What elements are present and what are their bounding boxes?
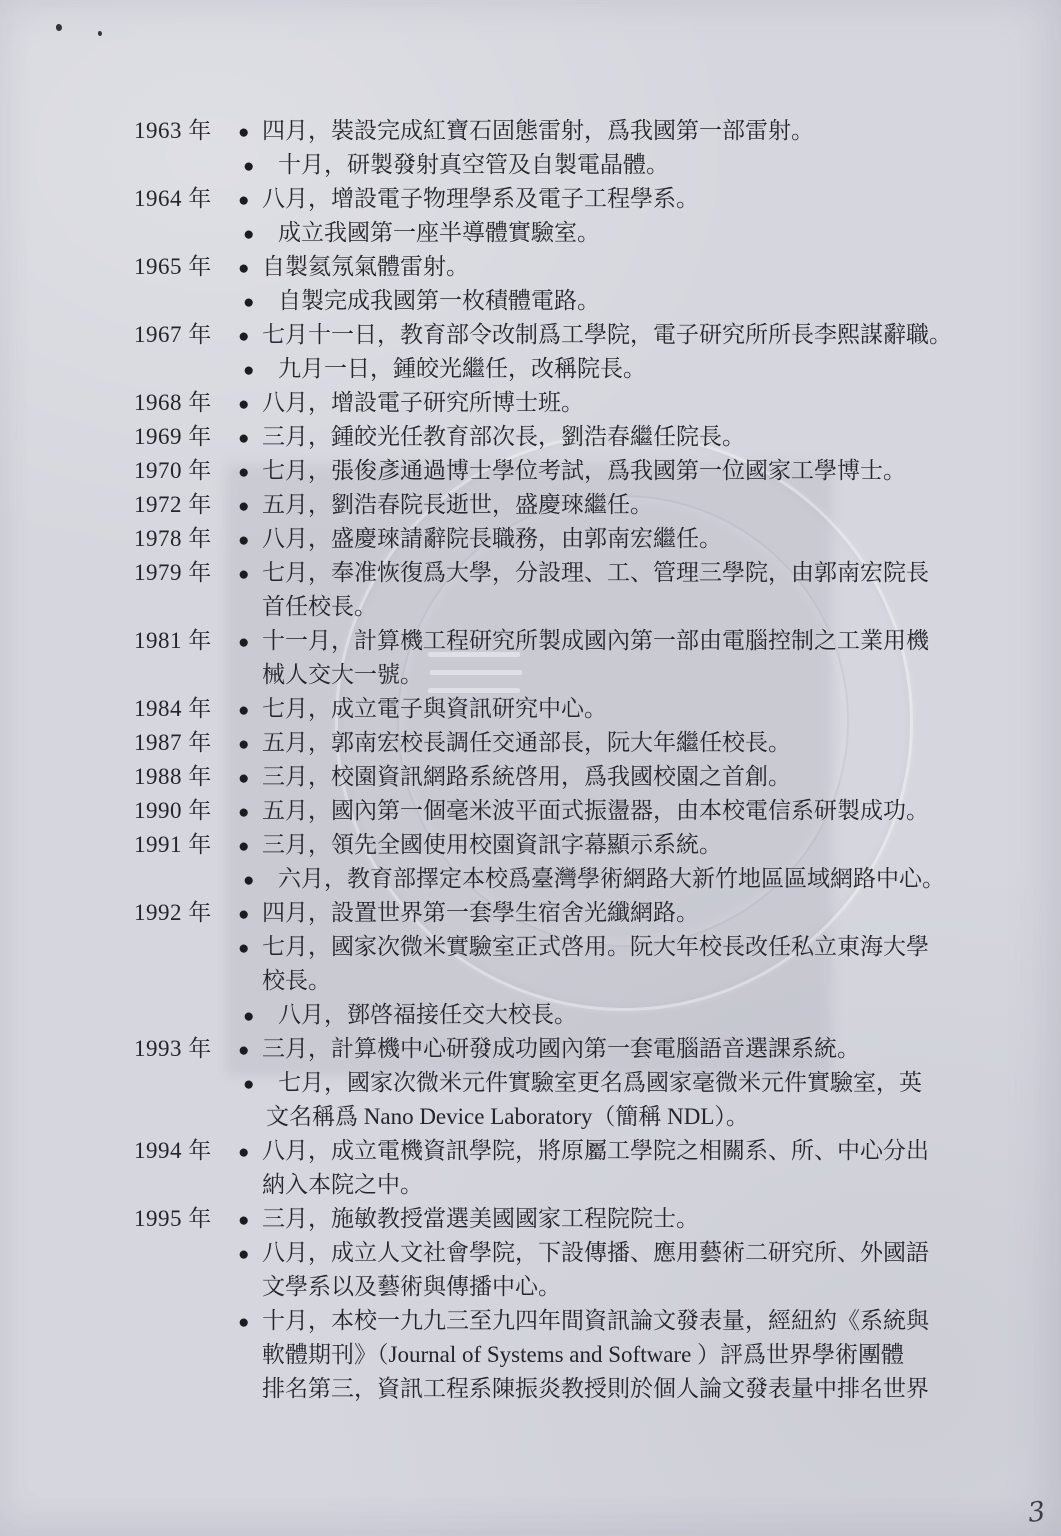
- year-label: 1963 年: [134, 118, 212, 143]
- event-line: [238, 318, 1038, 352]
- timeline-entry: [0, 182, 1061, 250]
- event-text: 文名稱爲 Nano Device Laboratory（簡稱 NDL）。: [266, 1104, 749, 1129]
- event-text: 四月，設置世界第一套學生宿舍光纖網路。: [262, 900, 699, 925]
- bullet-icon: ●: [243, 292, 255, 313]
- timeline-entry: [0, 250, 1061, 318]
- bullet-icon: ●: [238, 938, 250, 959]
- event-text: 十月，本校一九九三至九四年間資訊論文發表量，經紐約《系統與: [262, 1308, 929, 1333]
- bullet-icon: ●: [243, 1006, 255, 1027]
- bullet-icon: ●: [238, 768, 250, 789]
- event-list: [238, 726, 1038, 760]
- year-label: 1990 年: [134, 798, 212, 823]
- event-text: 七月十一日，教育部令改制爲工學院，電子研究所所長李熙謀辭職。: [262, 322, 952, 347]
- year-label: 1967 年: [134, 322, 212, 347]
- timeline-entry: [0, 488, 1061, 522]
- event-list: [238, 1202, 1038, 1406]
- timeline-entry: [0, 692, 1061, 726]
- event-text: 文學系以及藝術與傳播中心。: [262, 1274, 561, 1299]
- event-line: [238, 454, 1038, 488]
- event-text: 七月，張俊彥通過博士學位考試，爲我國第一位國家工學博士。: [262, 458, 906, 483]
- year-label: 1992 年: [134, 900, 212, 925]
- timeline-entry: [0, 1032, 1061, 1134]
- bullet-icon: ●: [238, 1142, 250, 1163]
- event-line: [238, 624, 1038, 658]
- timeline-entry: [0, 1202, 1061, 1406]
- bullet-icon: ●: [238, 802, 250, 823]
- timeline-entry: [0, 726, 1061, 760]
- event-text: 五月，郭南宏校長調任交通部長，阮大年繼任校長。: [262, 730, 791, 755]
- event-list: [238, 556, 1038, 624]
- bullet-icon: ●: [238, 428, 250, 449]
- event-text: 七月，成立電子與資訊研究中心。: [262, 696, 607, 721]
- bullet-icon: ●: [238, 1210, 250, 1231]
- timeline-entry: [0, 114, 1061, 182]
- event-text: 六月，教育部擇定本校爲臺灣學術網路大新竹地區區域網路中心。: [278, 866, 945, 891]
- event-list: [238, 250, 1038, 318]
- bullet-icon: ●: [238, 904, 250, 925]
- bullet-icon: ●: [238, 326, 250, 347]
- event-line: [238, 1032, 1038, 1066]
- bullet-icon: ●: [238, 734, 250, 755]
- event-text: 三月，領先全國使用校園資訊字幕顯示系統。: [262, 832, 722, 857]
- event-text: 八月，增設電子物理學系及電子工程學系。: [262, 186, 699, 211]
- event-line: [238, 114, 1038, 148]
- bullet-icon: ●: [243, 360, 255, 381]
- bullet-icon: ●: [238, 122, 250, 143]
- year-label: 1970 年: [134, 458, 212, 483]
- event-text: 排名第三，資訊工程系陳振炎教授則於個人論文發表量中排名世界: [262, 1376, 929, 1401]
- bullet-icon: ●: [238, 1040, 250, 1061]
- event-line: [238, 250, 1038, 284]
- timeline-entry: [0, 454, 1061, 488]
- year-label: 1964 年: [134, 186, 212, 211]
- bullet-icon: ●: [238, 700, 250, 721]
- event-text: 三月，校園資訊網路系統啓用，爲我國校園之首創。: [262, 764, 791, 789]
- year-label: 1984 年: [134, 696, 212, 721]
- event-text: 八月，盛慶琜請辭院長職務，由郭南宏繼任。: [262, 526, 722, 551]
- event-line: [238, 1236, 1038, 1270]
- year-label: 1994 年: [134, 1138, 212, 1163]
- event-text: 三月，計算機中心研發成功國內第一套電腦語音選課系統。: [262, 1036, 860, 1061]
- event-line: [238, 284, 1038, 318]
- year-label: 1995 年: [134, 1206, 212, 1231]
- bullet-icon: ●: [238, 564, 250, 585]
- year-label: 1993 年: [134, 1036, 212, 1061]
- event-text: 納入本院之中。: [262, 1172, 423, 1197]
- event-list: [238, 114, 1038, 182]
- bullet-icon: ●: [238, 836, 250, 857]
- event-text: 八月，成立人文社會學院，下設傳播、應用藝術二研究所、外國語: [262, 1240, 929, 1265]
- year-label: 1969 年: [134, 424, 212, 449]
- bullet-icon: ●: [243, 156, 255, 177]
- event-line: [238, 1202, 1038, 1236]
- event-line: [238, 216, 1038, 250]
- event-line: [238, 182, 1038, 216]
- timeline-entry: [0, 624, 1061, 692]
- event-line: [238, 352, 1038, 386]
- event-line: [238, 1372, 1038, 1406]
- event-text: 械人交大一號。: [262, 662, 423, 687]
- year-label: 1987 年: [134, 730, 212, 755]
- page-number: 3: [1026, 1496, 1048, 1529]
- event-text: 八月，鄧啓福接任交大校長。: [278, 1002, 577, 1027]
- timeline-entry: [0, 556, 1061, 624]
- timeline-entry: [0, 1134, 1061, 1202]
- event-text: 三月，施敏教授當選美國國家工程院院士。: [262, 1206, 699, 1231]
- timeline-entry: [0, 760, 1061, 794]
- event-text: 自製完成我國第一枚積體電路。: [278, 288, 600, 313]
- event-text: 首任校長。: [262, 594, 377, 619]
- event-list: [238, 828, 1038, 896]
- event-list: [238, 454, 1038, 488]
- event-line: [238, 726, 1038, 760]
- timeline: [0, 114, 1061, 1406]
- event-list: [238, 386, 1038, 420]
- event-list: [238, 692, 1038, 726]
- event-line: [238, 658, 1038, 692]
- event-text: 七月，國家次微米實驗室正式啓用。阮大年校長改任私立東海大學: [262, 934, 929, 959]
- timeline-entry: [0, 828, 1061, 896]
- event-list: [238, 896, 1038, 1032]
- event-text: 八月，增設電子研究所博士班。: [262, 390, 584, 415]
- event-list: [238, 1032, 1038, 1134]
- year-label: 1968 年: [134, 390, 212, 415]
- event-line: [238, 794, 1038, 828]
- event-line: [238, 386, 1038, 420]
- year-label: 1979 年: [134, 560, 212, 585]
- year-label: 1965 年: [134, 254, 212, 279]
- event-list: [238, 760, 1038, 794]
- event-text: 九月一日，鍾皎光繼任，改稱院長。: [278, 356, 646, 381]
- event-text: 十一月，計算機工程研究所製成國內第一部由電腦控制之工業用機: [262, 628, 929, 653]
- event-list: [238, 318, 1038, 386]
- ink-speck: [98, 31, 102, 36]
- event-text: 五月，劉浩春院長逝世，盛慶琜繼任。: [262, 492, 653, 517]
- event-line: [238, 148, 1038, 182]
- event-text: 七月，奉准恢復爲大學，分設理、工、管理三學院，由郭南宏院長: [262, 560, 929, 585]
- bullet-icon: ●: [238, 1244, 250, 1265]
- event-line: [238, 862, 1038, 896]
- event-list: [238, 420, 1038, 454]
- event-line: [238, 1100, 1038, 1134]
- event-line: [238, 1338, 1038, 1372]
- event-text: 七月，國家次微米元件實驗室更名爲國家毫微米元件實驗室，英: [278, 1070, 922, 1095]
- event-line: [238, 760, 1038, 794]
- event-text: 自製氦氖氣體雷射。: [262, 254, 469, 279]
- year-label: 1972 年: [134, 492, 212, 517]
- event-line: [238, 964, 1038, 998]
- event-line: [238, 1270, 1038, 1304]
- event-list: [238, 522, 1038, 556]
- event-line: [238, 1134, 1038, 1168]
- event-line: [238, 522, 1038, 556]
- event-line: [238, 1066, 1038, 1100]
- event-text: 校長。: [262, 968, 331, 993]
- event-line: [238, 1168, 1038, 1202]
- timeline-entry: [0, 794, 1061, 828]
- timeline-entry: [0, 386, 1061, 420]
- ink-speck: [56, 24, 62, 31]
- event-line: [238, 828, 1038, 862]
- event-line: [238, 1304, 1038, 1338]
- bullet-icon: ●: [243, 1074, 255, 1095]
- timeline-entry: [0, 896, 1061, 1032]
- event-text: 成立我國第一座半導體實驗室。: [278, 220, 600, 245]
- event-line: [238, 488, 1038, 522]
- event-line: [238, 692, 1038, 726]
- event-line: [238, 896, 1038, 930]
- event-text: 軟體期刊》（Journal of Systems and Software ）評爲世界學術團體: [262, 1342, 905, 1367]
- event-list: [238, 794, 1038, 828]
- event-text: 四月，裝設完成紅寶石固態雷射，爲我國第一部雷射。: [262, 118, 814, 143]
- year-label: 1981 年: [134, 628, 212, 653]
- event-list: [238, 1134, 1038, 1202]
- year-label: 1991 年: [134, 832, 212, 857]
- event-line: [238, 590, 1038, 624]
- event-text: 八月，成立電機資訊學院，將原屬工學院之相關系、所、中心分出: [262, 1138, 929, 1163]
- event-line: [238, 930, 1038, 964]
- bullet-icon: ●: [238, 530, 250, 551]
- event-line: [238, 556, 1038, 590]
- bullet-icon: ●: [238, 258, 250, 279]
- bullet-icon: ●: [238, 1312, 250, 1333]
- bullet-icon: ●: [238, 632, 250, 653]
- event-text: 五月，國內第一個毫米波平面式振盪器，由本校電信系研製成功。: [262, 798, 929, 823]
- year-label: 1978 年: [134, 526, 212, 551]
- timeline-entry: [0, 420, 1061, 454]
- year-label: 1988 年: [134, 764, 212, 789]
- bullet-icon: ●: [238, 190, 250, 211]
- timeline-entry: [0, 522, 1061, 556]
- bullet-icon: ●: [243, 224, 255, 245]
- bullet-icon: ●: [238, 462, 250, 483]
- event-line: [238, 420, 1038, 454]
- bullet-icon: ●: [238, 394, 250, 415]
- event-list: [238, 624, 1038, 692]
- bullet-icon: ●: [243, 870, 255, 891]
- event-text: 十月，研製發射真空管及自製電晶體。: [278, 152, 669, 177]
- event-text: 三月，鍾皎光任教育部次長，劉浩春繼任院長。: [262, 424, 745, 449]
- event-list: [238, 488, 1038, 522]
- timeline-entry: [0, 318, 1061, 386]
- event-list: [238, 182, 1038, 250]
- bullet-icon: ●: [238, 496, 250, 517]
- event-line: [238, 998, 1038, 1032]
